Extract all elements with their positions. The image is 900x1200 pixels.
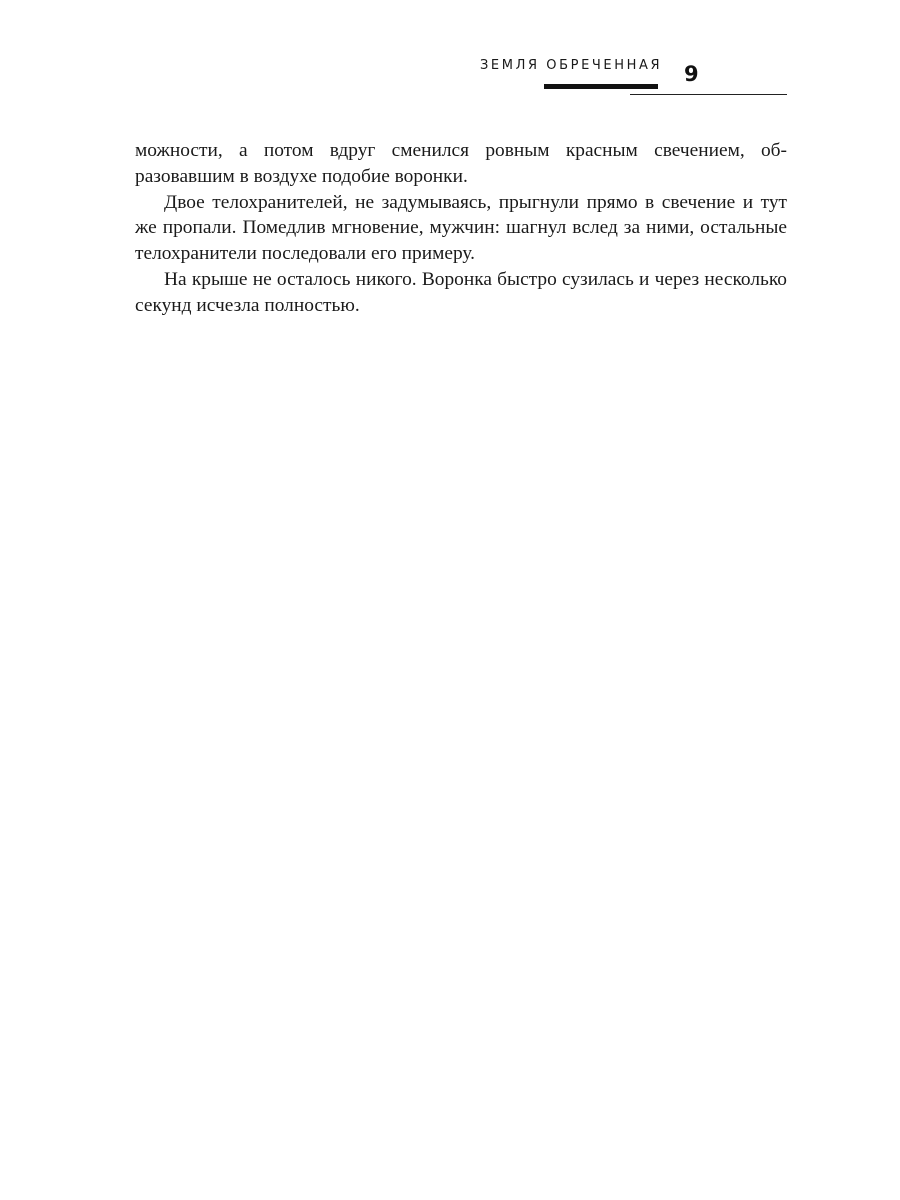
page-number: 9: [684, 62, 699, 86]
header-rule-thin: [630, 94, 787, 95]
running-header-title: ЗЕМЛЯ ОБРЕЧЕННАЯ: [480, 58, 663, 73]
body-text: [135, 138, 787, 319]
header-rule-thick: [544, 84, 658, 89]
paragraph: На крыше не осталось никого. Воронка быстро сузилась и через несколько секунд исчезла полностью.: [135, 268, 787, 316]
paragraph-continuation: можности, а потом вдруг сменился ровным красным свечением, образовавшим в воздухе подобие воронки.: [135, 140, 787, 187]
paragraph: Двое телохранителей, не задумываясь, прыгнули прямо в свечение и тут же пропали. Помедлив мгновение, мужчин: шагнул вслед за ними, остальные телохранители последовали его примеру.: [135, 191, 787, 265]
